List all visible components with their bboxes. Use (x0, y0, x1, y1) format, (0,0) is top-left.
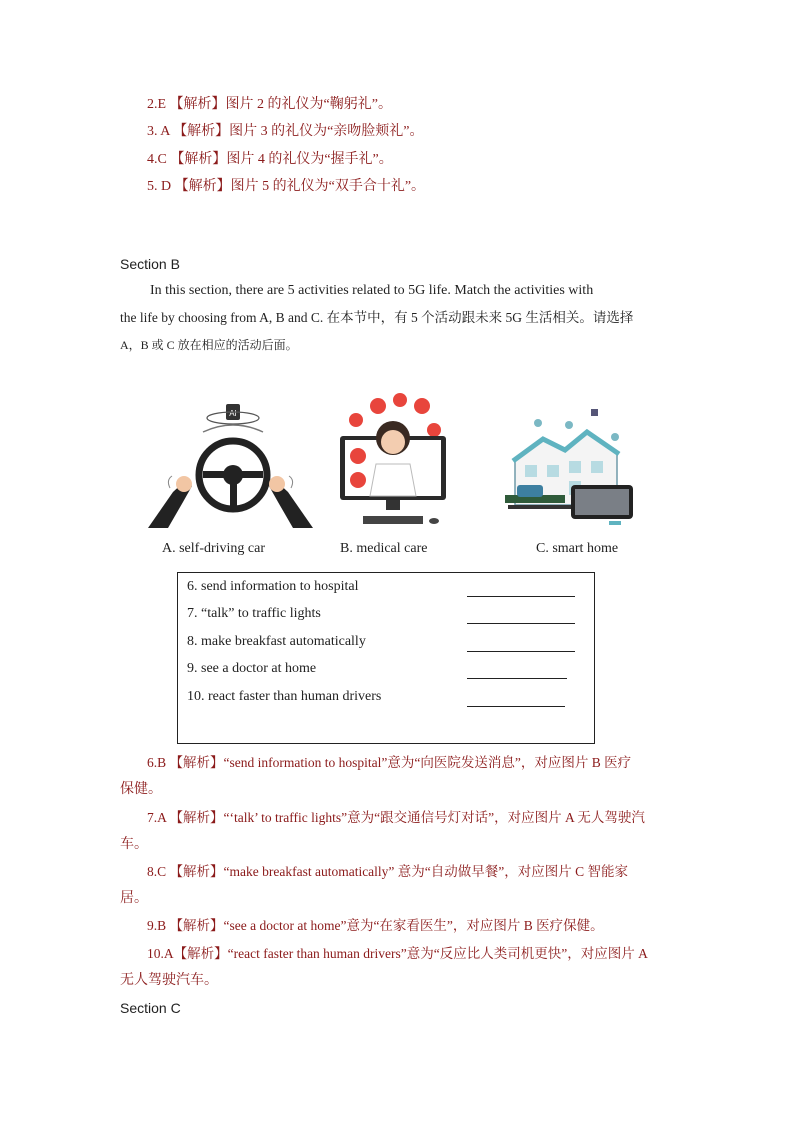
answer-blank-10[interactable] (467, 705, 565, 707)
caption-c: C. smart home (536, 541, 619, 556)
medical-icon-3 (414, 398, 430, 414)
section-b-heading: Section B (120, 256, 180, 272)
question-8: 8. make breakfast automatically (187, 634, 366, 649)
question-6: 6. send information to hospital (187, 579, 359, 594)
answer-blank-9[interactable] (467, 677, 567, 679)
questions-box (177, 572, 595, 744)
explanation-7-line2: 车。 (120, 837, 148, 852)
car-icon (517, 485, 543, 497)
smart-home-image (505, 405, 635, 530)
answer-blank-8[interactable] (467, 650, 575, 652)
keyboard-icon (363, 516, 423, 524)
caption-b: B. medical care (340, 541, 428, 556)
medical-icon-2 (393, 393, 407, 407)
explanation-10-line2: 无人驾驶汽车。 (120, 973, 218, 988)
answer-5: 5. D 【解析】图片 5 的礼仪为“双手合十礼”。 (147, 179, 426, 194)
ai-chip-label: AI (229, 409, 237, 418)
explanation-8-line1: 8.C 【解析】“make breakfast automatically” 意为“自动做早餐”，对应图片 C 智能家 (147, 864, 629, 879)
medical-icon-4 (349, 413, 363, 427)
self-driving-car-image (148, 400, 313, 532)
question-7: 7. “talk” to traffic lights (187, 606, 321, 621)
instruction-line-1: In this section, there are 5 activities related to 5G life. Match the activities with (150, 283, 594, 298)
doctor-icon (381, 430, 405, 454)
medical-icon-5 (427, 423, 441, 437)
answer-4: 4.C 【解析】图片 4 的礼仪为“握手礼”。 (147, 152, 393, 167)
explanation-6-line1: 6.B 【解析】“send information to hospital”意为“向医院发送消息”，对应图片 B 医疗 (147, 755, 632, 770)
answer-2: 2.E 【解析】图片 2 的礼仪为“鞠躬礼”。 (147, 97, 392, 112)
section-c-heading: Section C (120, 1000, 181, 1016)
instruction-line-3: A，B 或 C 放在相应的活动后面。 (120, 338, 298, 352)
mouse-icon (429, 518, 439, 524)
caption-a: A. self-driving car (162, 541, 266, 556)
medical-icon-1 (370, 398, 386, 414)
question-10: 10. react faster than human drivers (187, 689, 382, 704)
explanation-10-line1: 10.A【解析】“react faster than human drivers”意为“反应比人类司机更快”，对应图片 A (147, 946, 648, 961)
explanation-6-line2: 保健。 (120, 782, 162, 797)
question-9: 9. see a doctor at home (187, 661, 317, 676)
explanation-9-line1: 9.B 【解析】“see a doctor at home”意为“在家看医生”，对应图片 B 医疗保健。 (147, 918, 604, 933)
explanation-7-line1: 7.A 【解析】“‘talk’ to traffic lights”意为“跟交通信号灯对话”，对应图片 A 无人驾驶汽 (147, 810, 645, 825)
medical-care-image (338, 390, 448, 530)
instruction-line-2: the life by choosing from A, B and C. 在本节中，有 5 个活动跟未来 5G 生活相关。请选择 (120, 310, 634, 325)
sensor-icon-1 (534, 419, 542, 427)
answer-3: 3. A 【解析】图片 3 的礼仪为“亲吻脸颊礼”。 (147, 124, 424, 139)
answer-blank-7[interactable] (467, 622, 575, 624)
answer-blank-6[interactable] (467, 595, 575, 597)
explanation-8-line2: 居。 (120, 891, 148, 906)
sensor-icon-2 (591, 409, 598, 416)
